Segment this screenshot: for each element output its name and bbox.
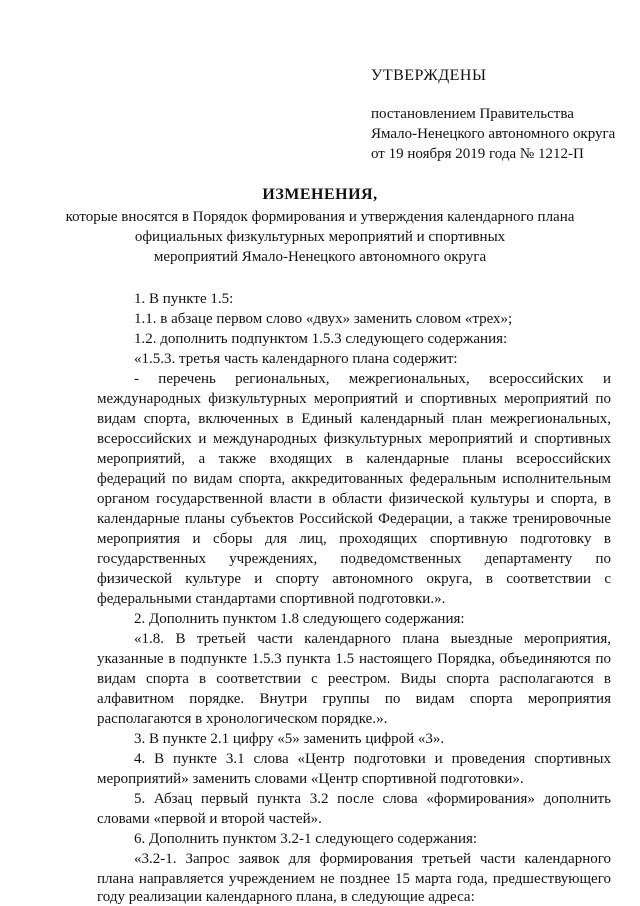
body-line: мероприятий» заменить словами «Центр спортивной подготовки». [97, 771, 524, 787]
body-line: календарные планы субъектов Российской Федерации, а также тренировочные [97, 511, 611, 527]
body-line: плана направляется учреждением не позднее 15 марта года, предшествующего [97, 871, 611, 887]
body-line: 3. В пункте 2.1 цифру «5» заменить цифрой «3». [134, 731, 445, 747]
approval-line-2: Ямало-Ненецкого автономного округа [371, 126, 616, 142]
body-line: 6. Дополнить пунктом 3.2-1 следующего содержания: [134, 831, 478, 847]
body-line: «3.2-1. Запрос заявок для формирования третьей части календарного [134, 851, 611, 867]
subtitle-line-3: мероприятий Ямало-Ненецкого автономного округа [153, 249, 487, 265]
approved-heading: УТВЕРЖДЕНЫ [371, 67, 487, 84]
body-line: федераций по видам спорта, аккредитованных федеральным исполнительным [97, 471, 611, 487]
body-line: «1.5.3. третья часть календарного плана содержит: [134, 351, 458, 367]
body-line: видам спорта в соответствии с реестром. Виды спорта располагаются в [97, 671, 611, 687]
body-line: мероприятия и сборы для лиц, проходящих спортивную подготовку в [97, 531, 611, 547]
body-line: международных физкультурных мероприятий и спортивных мероприятий по [97, 391, 611, 407]
body-line: физической культуре и спорту автономного округа, в соответствии с [97, 571, 611, 587]
body-line: словами «первой и второй частей». [97, 811, 322, 827]
subtitle-line-2: официальных физкультурных мероприятий и спортивных [134, 229, 506, 245]
body-line: располагаются в хронологическом порядке.». [97, 711, 388, 727]
body-line: 4. В пункте 3.1 слова «Центр подготовки и проведения спортивных [134, 751, 611, 767]
body-line: 1.1. в абзаце первом слово «двух» заменить словом «трех»; [134, 311, 513, 327]
body-line: алфавитном порядке. Внутри группы по видам спорта мероприятия [97, 691, 611, 707]
body-line: 1.2. дополнить подпунктом 1.5.3 следующего содержания: [134, 331, 508, 347]
approval-line-1: постановлением Правительства [371, 106, 574, 122]
body-line: указанные в подпункте 1.5.3 пункта 1.5 настоящего Порядка, объединяются по [97, 651, 611, 667]
subtitle-line-1: которые вносятся в Порядок формирования и утверждения календарного плана [65, 209, 575, 225]
document-title: ИЗМЕНЕНИЯ, [262, 186, 378, 203]
body-line: - перечень региональных, межрегиональных, всероссийских и [134, 371, 611, 387]
body-line: 2. Дополнить пунктом 1.8 следующего содержания: [134, 611, 465, 627]
body-line: видам спорта, включенных в Единый календарный план межрегиональных, [97, 411, 611, 427]
body-line: «1.8. В третьей части календарного плана выездные мероприятия, [134, 631, 611, 647]
body-line: органом государственной власти в области физической культуры и спорта, в [97, 491, 611, 507]
body-line: мероприятий, а также входящих в календарные планы всероссийских [97, 451, 611, 467]
body-line: государственных учреждениях, подведомственных департаменту по [97, 551, 611, 567]
body-line: 1. В пункте 1.5: [134, 291, 234, 307]
approval-line-3: от 19 ноября 2019 года № 1212-П [371, 146, 584, 162]
body-line: всероссийских и международных физкультурных мероприятий и спортивных [97, 431, 611, 447]
body-line: году реализации календарного плана, в следующие адреса: [97, 889, 475, 905]
body-line: 5. Абзац первый пункта 3.2 после слова «формирования» дополнить [134, 791, 611, 807]
body-line: федеральными стандартами спортивной подготовки.». [97, 591, 446, 607]
